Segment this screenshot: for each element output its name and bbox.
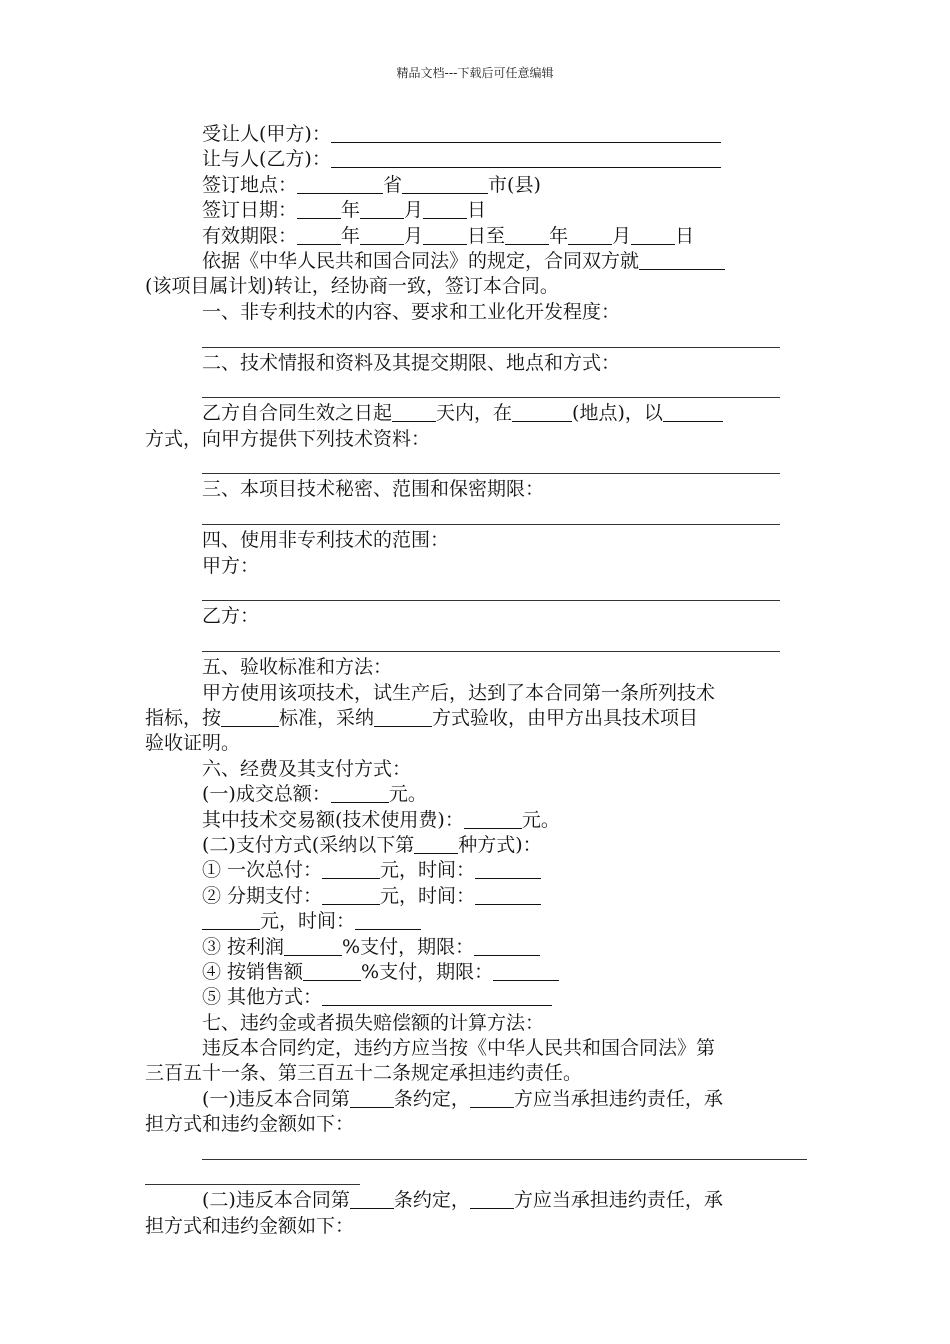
assignor-line: 让与人(乙方)：: [145, 147, 807, 172]
blank[interactable]: [284, 936, 342, 956]
blank[interactable]: [303, 961, 361, 981]
blank[interactable]: [221, 707, 279, 727]
fill-line[interactable]: [145, 503, 807, 528]
blank[interactable]: [568, 225, 612, 245]
fill-line[interactable]: [145, 1138, 807, 1163]
section-3-heading: 三、本项目技术秘密、范围和保密期限：: [202, 478, 545, 501]
validity-line: 有效期限： 年 月 日至 年 月 日: [202, 224, 695, 247]
installment-line-2: 元，时间：: [145, 909, 807, 934]
lump-sum-line: ① 一次总付： 元，时间：: [145, 858, 807, 883]
blank[interactable]: [374, 707, 432, 727]
blank[interactable]: [350, 1088, 394, 1108]
payment-method-line: (二)支付方式(采纳以下第 种方式)：: [202, 833, 542, 856]
section-1-heading: 一、非专利技术的内容、要求和工业化开发程度：: [202, 300, 621, 323]
blank[interactable]: [464, 809, 522, 829]
blank[interactable]: [423, 225, 467, 245]
basis-line-cont: (该项目属计划)转让，经协商一致，签订本合同。: [145, 275, 559, 298]
breach-2-line: (二)违反本合同第 条约定， 方应当承担违约责任，承: [202, 1189, 723, 1212]
delivery-line-cont: 方式，向甲方提供下列技术资料：: [145, 427, 431, 450]
fill-line[interactable]: [145, 630, 807, 655]
blank[interactable]: [360, 225, 404, 245]
blank[interactable]: [297, 174, 383, 194]
total-amount-line: (一)成交总额： 元。: [202, 783, 427, 806]
profit-line: ③ 按利润 %支付，期限：: [145, 935, 807, 960]
section-7-heading: 七、违约金或者损失赔偿额的计算方法：: [202, 1011, 545, 1034]
blank[interactable]: [475, 885, 541, 905]
breach-2-line-cont: 担方式和违约金额如下：: [145, 1214, 355, 1237]
tech-fee-line: 其中技术交易额(技术使用费)： 元。: [202, 808, 560, 831]
blank[interactable]: [414, 834, 458, 854]
blank[interactable]: [297, 225, 341, 245]
section-4-heading: 四、使用非专利技术的范围：: [202, 529, 450, 552]
fill-line[interactable]: [145, 452, 807, 477]
page-header: 精品文档---下载后可任意编辑: [396, 66, 554, 80]
blank[interactable]: [331, 123, 721, 143]
blank[interactable]: [631, 225, 675, 245]
blank[interactable]: [474, 936, 540, 956]
party-a-label: 甲方：: [202, 554, 260, 577]
assignee-line: 受让人(甲方)：: [145, 122, 807, 147]
party-b-label: 乙方：: [202, 605, 260, 628]
section-2-heading: 二、技术情报和资料及其提交期限、地点和方式：: [202, 351, 621, 374]
acceptance-text-2: 指标，按 标准，采纳 方式验收，由甲方出具技术项目: [145, 706, 699, 729]
fill-line[interactable]: [145, 325, 807, 350]
blank[interactable]: [360, 199, 404, 219]
fill-line[interactable]: [145, 1163, 807, 1188]
sign-place-line: 签订地点： 省 市(县): [202, 173, 541, 196]
blank[interactable]: [505, 225, 549, 245]
blank[interactable]: [331, 783, 389, 803]
breach-1-line-cont: 担方式和违约金额如下：: [145, 1113, 355, 1136]
liability-text-2: 三百五十一条、第三百五十二条规定承担违约责任。: [145, 1062, 583, 1085]
blank[interactable]: [322, 859, 380, 879]
blank[interactable]: [470, 1088, 514, 1108]
blank[interactable]: [493, 961, 559, 981]
blank[interactable]: [331, 148, 721, 168]
liability-text: 违反本合同约定，违约方应当按《中华人民共和国合同法》第: [202, 1037, 716, 1060]
blank[interactable]: [202, 910, 260, 930]
sales-line: ④ 按销售额 %支付，期限：: [145, 960, 807, 985]
acceptance-text-3: 验收证明。: [145, 732, 241, 755]
blank[interactable]: [350, 1189, 394, 1209]
blank[interactable]: [639, 250, 725, 270]
installment-line: ② 分期支付： 元，时间：: [145, 884, 807, 909]
section-5-heading: 五、验收标准和方法：: [202, 656, 393, 679]
fill-line[interactable]: [145, 376, 807, 401]
blank[interactable]: [663, 402, 723, 422]
blank[interactable]: [423, 199, 467, 219]
sign-date-line: 签订日期： 年 月 日: [202, 199, 487, 222]
delivery-line: 乙方自合同生效之日起 天内，在 (地点)，以: [145, 401, 807, 426]
breach-1-line: (一)违反本合同第 条约定， 方应当承担违约责任，承: [202, 1087, 723, 1110]
blank[interactable]: [355, 910, 421, 930]
blank[interactable]: [512, 402, 572, 422]
blank[interactable]: [392, 402, 436, 422]
fill-line[interactable]: [145, 579, 807, 604]
section-6-heading: 六、经费及其支付方式：: [202, 757, 412, 780]
blank[interactable]: [322, 986, 552, 1006]
acceptance-text: 甲方使用该项技术，试生产后，达到了本合同第一条所列技术: [202, 681, 716, 704]
other-method-line: ⑤ 其他方式：: [145, 985, 807, 1010]
basis-line: 依据《中华人民共和国合同法》的规定，合同双方就: [145, 249, 807, 274]
blank[interactable]: [470, 1189, 514, 1209]
blank[interactable]: [475, 859, 541, 879]
blank[interactable]: [297, 199, 341, 219]
contract-body: [145, 122, 807, 1239]
blank[interactable]: [402, 174, 488, 194]
blank[interactable]: [322, 885, 380, 905]
